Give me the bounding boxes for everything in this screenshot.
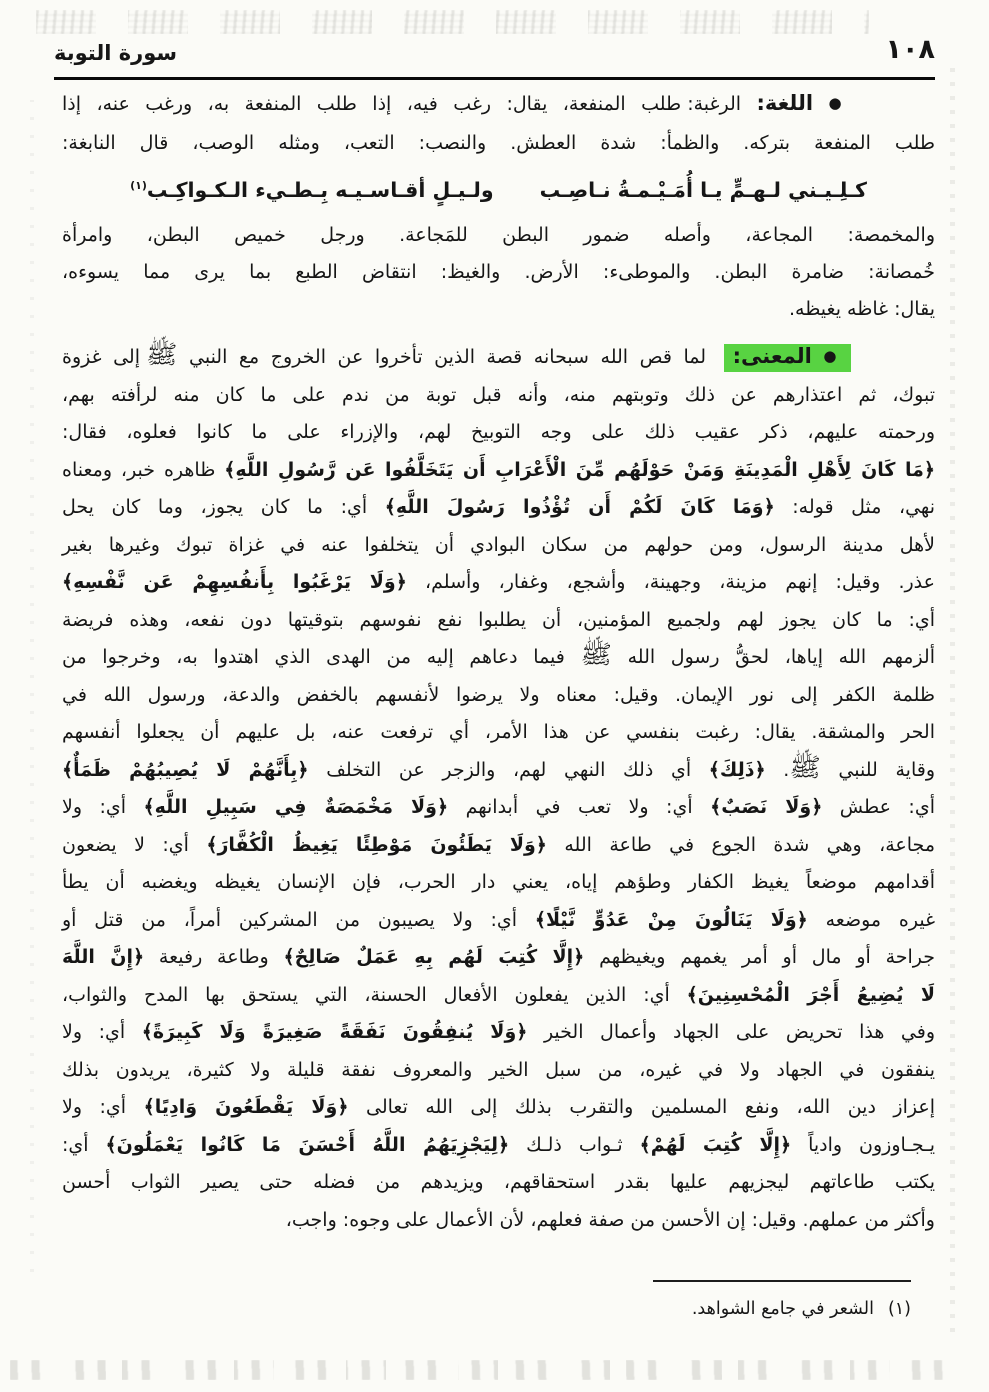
text-line xyxy=(62,217,935,254)
text-line xyxy=(62,452,935,490)
text-line xyxy=(62,84,935,124)
text-line xyxy=(62,291,935,328)
text-line xyxy=(62,789,935,827)
bullet-icon: ● xyxy=(828,94,851,112)
footnote-text: الشعر في جامع الشواهد. xyxy=(691,1299,874,1319)
text-run: والمخمصة: المجاعة، وأصله ضمور البطن للمَجاعة. ورجل خميص البطن، وامرأة xyxy=(62,224,935,246)
footnote-text-line xyxy=(62,1294,911,1324)
text-run: لما قص الله سبحانه قصة الذين تأخروا عن الخروج مع النبي ﷺ إلى غزوة xyxy=(62,340,707,370)
text-line xyxy=(62,1014,935,1052)
text-line xyxy=(62,1089,935,1127)
text-line xyxy=(62,564,935,602)
meaning-section xyxy=(62,338,935,1239)
text-line xyxy=(62,1164,935,1202)
text-run: أي: ما كان يجوز لهم ولجميع المؤمنين، أن يطلبوا نفع نفوسهم بتوقيتها دون نفعه، وهذه فريضة xyxy=(62,608,935,631)
text-line xyxy=(62,677,935,715)
text-run: يكتب طاعاتهم ليجزيهم عليها بقدر استحقاقهم، ويزيدهم من فضله حتى يصير الثواب أحسن xyxy=(62,1171,935,1193)
text-run: ورحمته عليهم، ذكر عقيب ذلك على وجه التوبيخ لهم، والإزراء على ما كانوا فعلوه، فقال: xyxy=(62,421,935,443)
scan-noise-right xyxy=(950,60,955,1332)
meaning-heading-highlight xyxy=(724,344,851,372)
poetry-text: ولـيـلٍ أقـاسـيـه بِـطـيء الـكـواكِـب xyxy=(146,178,494,202)
text-line xyxy=(62,489,935,527)
text-run: ظلمة الكفر إلى نور الإيمان. وقيل: معناه ولا يرضوا لأنفسهم بالخفض والدعة، ورسول الله في xyxy=(62,683,935,706)
text-line xyxy=(62,827,935,865)
text-line xyxy=(62,124,935,163)
text-line xyxy=(62,714,935,752)
text-run: تبوك، ثم اعتذارهم عن ذلك وتوبتهم منه، وأنه قبل توبة من ندم على ما كان منه لرأفته بهم، xyxy=(62,383,935,406)
text-run: عذر. وقيل: إنهم مزينة، وجهينة، وأشجع، وغفار، وأسلم، ﴿وَلَا يَرْغَبُوا بِأَنفُسِهِمْ عَن نَّفْسِهِ﴾ xyxy=(62,571,935,593)
text-run: خُمصانة: ضامرة البطن. والموطىء: الأرض. والغيظ: انتقاض الطبع بما يرى مما يسوءه، xyxy=(62,261,935,283)
text-run: غيره موضعه ﴿وَلَا يَنَالُونَ مِنْ عَدُوٍّ نَّيْلًا﴾ أي: ولا يصيبون من المشركين أمراً، من قتل أو xyxy=(62,908,936,931)
bullet-icon: ● xyxy=(823,347,842,365)
text-run: وأكثر من عملهم. وقيل: إن الأحسن من صفة فعلهم، لأن الأعمال على وجوه: واجب، xyxy=(285,1208,935,1231)
text-line xyxy=(62,752,935,790)
text-run: ﴿مَا كَانَ لِأَهْلِ الْمَدِينَةِ وَمَنْ حَوْلَهُم مِّنَ الْأَعْرَابِ أَن يَتَخَلَّفُوا عَن رَّسُولِ اللَّهِ﴾ ظاهره خبر، ومعناه xyxy=(62,458,936,481)
text-line xyxy=(62,377,935,415)
text-run: أقدامهم موضعاً يغيظ الكفار وطؤهم إياه، يعني دار الحرب، فإن الإنسان يغيظه ويغضبه أن يطأ xyxy=(62,871,935,893)
footnote-marker: (١) xyxy=(887,1299,911,1319)
header-rule xyxy=(54,77,935,80)
language-section xyxy=(62,84,935,163)
text-line xyxy=(62,1127,935,1165)
text-line xyxy=(62,602,935,640)
text-line xyxy=(62,1052,935,1090)
text-run: ألزمهم الله إياها، لحقُّ رسول الله ﷺ فيما دعاهم إليه من الهدى الذي اهتدوا به، وخرجوا من xyxy=(62,640,935,670)
text-run: نهي، مثل قوله: ﴿وَمَا كَانَ لَكُمْ أَن تُؤْذُوا رَسُولَ اللَّهِ﴾ أي: ما كان يجوز، وما كان يحل xyxy=(62,496,935,518)
poetry-first-hemistich: كـلِـيـني لـهـمٍّ يـا أُمَـيْـمـةُ نـاصِـب xyxy=(539,178,867,202)
scan-noise-top xyxy=(36,10,869,34)
text-run: أي: عطش ﴿وَلَا نَصَبٌ﴾ أي: ولا تعب في أبدانهم ﴿وَلَا مَخْمَصَةٌ فِي سَبِيلِ اللَّهِ﴾ أي: ولا xyxy=(62,796,935,818)
text-run: طلب المنفعة بتركه. والظمأ: شدة العطش. والنصب: التعب، ومثله الوصب، قال النابغة: xyxy=(62,132,935,154)
text-run: لأهل مدينة الرسول، ومن حولهم من سكان البوادي أن يتخلفوا عنه في غزاة تبوك وغيرها بغير xyxy=(62,533,935,556)
poetry-second-hemistich xyxy=(130,163,494,217)
poetry-couplet xyxy=(62,163,935,217)
meaning-heading: المعنى: xyxy=(732,344,812,368)
page-number: ١٠٨ xyxy=(885,34,935,65)
text-line xyxy=(62,1202,935,1240)
text-run: مجاعة، وهي شدة الجوع في طاعة الله ﴿وَلَا يَطَئُونَ مَوْطِئًا يَغِيظُ الْكُفَّارَ﴾ أي: لا يضعون xyxy=(62,833,935,856)
scan-noise-bottom xyxy=(10,1360,959,1380)
text-line xyxy=(62,254,935,291)
footnote-reference: (١) xyxy=(130,179,147,193)
text-line xyxy=(62,902,935,940)
text-line xyxy=(62,639,935,677)
text-line xyxy=(62,977,935,1015)
text-run: ينفقون في الجهاد ولا في غيره، من سبل الخير والمعروف نفقة قليلة ولا كثيرة، يريدون بذلك xyxy=(62,1058,935,1081)
text-line xyxy=(62,864,935,902)
surah-title: سورة التوبة xyxy=(54,41,178,65)
text-run: إعزاز دين الله، ونفع المسلمين والتقرب بذلك إلى الله تعالى ﴿وَلَا يَقْطَعُونَ وَادِيًا﴾ أي: ولا xyxy=(62,1096,935,1118)
text-run: يقال: غاظه يغيظه. xyxy=(788,298,935,320)
text-run: الحر والمشقة. يقال: رغبت بنفسي عن هذا الأمر، أي ترفعت عنه، بل عليهم أن يجعلوا أنفسهم xyxy=(62,721,935,743)
page-header xyxy=(54,34,935,65)
text-line xyxy=(62,414,935,452)
scan-noise-left xyxy=(30,100,34,1272)
text-run: يـجـاوزون وادياً ﴿إِلَّا كُتِبَ لَهُمْ﴾ ثـواب ذلـك ﴿لِيَجْزِيَهُمُ اللَّهُ أَحْسَنَ مَا كَانُوا يَعْمَلُونَ﴾ أي: xyxy=(62,1133,935,1156)
text-run: وفي هذا تحريض على الجهاد وأعمال الخير ﴿وَلَا يُنفِقُونَ نَفَقَةً صَغِيرَةً وَلَا كَبِيرَةً﴾ أي: ولا xyxy=(62,1021,935,1043)
text-line xyxy=(62,939,935,977)
language-heading: اللغة: xyxy=(756,91,814,115)
footnote-area xyxy=(62,1280,911,1324)
text-run: وقاية للنبي ﷺ. ﴿ذَلِكَ﴾ أي ذلك النهي لهم، والزجر عن التخلف ﴿بِأَنَّهُمْ لَا يُصِيبُهُمْ ظَمَأٌ﴾ xyxy=(62,752,935,783)
text-run: لَا يُضِيعُ أَجْرَ الْمُحْسِنِينَ﴾ أي: الذين يفعلون الأفعال الحسنة، التي يستحق بها المدح والثواب، xyxy=(62,983,936,1006)
language-section-continued xyxy=(62,217,935,328)
page-body xyxy=(62,84,935,1239)
text-run: الرغبة: طلب المنفعة، يقال: رغب فيه، إذا طلب المنفعة به، ورغب عنه، إذا xyxy=(62,93,742,115)
text-line xyxy=(62,527,935,565)
text-run: جراحة أو مال أو أمر يغمهم ويغيظهم ﴿إِلَّا كُتِبَ لَهُم بِهِ عَمَلٌ صَالِحٌ﴾ وطاعة رفيعة ﴿إِنَّ اللَّهَ xyxy=(62,946,936,968)
footnote-divider xyxy=(653,1280,911,1282)
text-line xyxy=(62,338,935,377)
